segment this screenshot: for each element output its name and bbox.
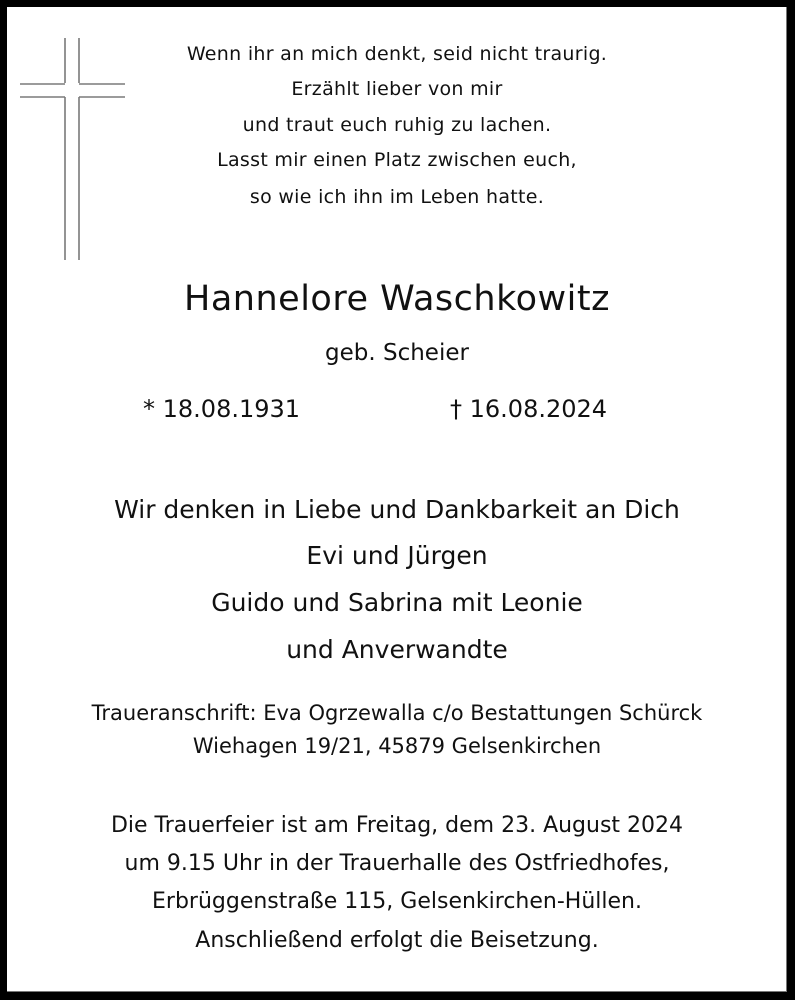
maiden-name: geb. Scheier [325,340,469,366]
address-line: Traueranschrift: Eva Ogrzewalla c/o Bestattungen Schürck [91,701,703,725]
death-date: † 16.08.2024 [450,395,608,423]
ceremony-line: Anschließend erfolgt die Beisetzung. [195,928,599,953]
deceased-name: Hannelore Waschkowitz [184,279,610,319]
ceremony-line: Die Trauerfeier ist am Freitag, dem 23. August 2024 [110,813,684,838]
poem-line: und traut euch ruhig zu lachen. [242,114,552,136]
ceremony-line: um 9.15 Uhr in der Trauerhalle des Ostfriedhofes, [124,851,670,876]
ceremony-line: Erbrüggenstraße 115, Gelsenkirchen-Hüllen. [152,889,642,914]
poem-line: Wenn ihr an mich denkt, seid nicht traurig. [186,43,608,65]
poem-line: so wie ich ihn im Leben hatte. [249,186,545,208]
mourner-name: Evi und Jürgen [306,541,488,570]
mourners-intro: Wir denken in Liebe und Dankbarkeit an Dich [114,495,680,524]
birth-date: * 18.08.1931 [143,395,301,423]
address-line: Wiehagen 19/21, 45879 Gelsenkirchen [192,734,602,758]
mourner-name: und Anverwandte [286,635,508,664]
poem-line: Lasst mir einen Platz zwischen euch, [217,149,577,171]
obituary-card [7,7,787,992]
mourner-name: Guido und Sabrina mit Leonie [211,588,583,617]
life-dates [7,395,787,427]
poem-line: Erzählt lieber von mir [291,78,503,100]
